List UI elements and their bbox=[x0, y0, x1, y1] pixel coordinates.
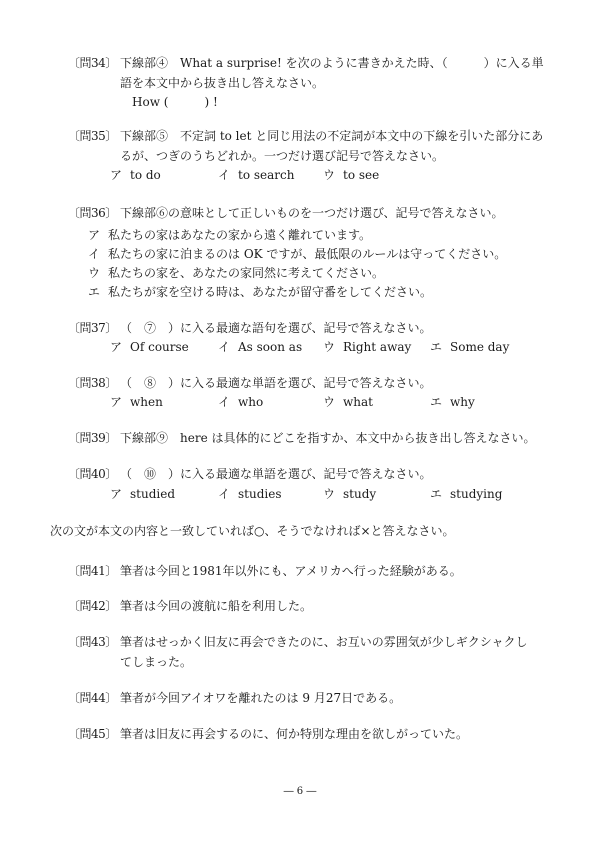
question-number: 〔問40〕 bbox=[68, 467, 117, 481]
option[interactable]: ウ study bbox=[323, 487, 377, 501]
option[interactable]: ア to do bbox=[110, 168, 161, 182]
option[interactable]: エ studying bbox=[430, 487, 503, 501]
option[interactable]: エ 私たちが家を空ける時は、あなたが留守番をしてください。 bbox=[88, 285, 433, 299]
question-text: （ ⑧ ）に入る最適な単語を選び、記号で答えなさい。 bbox=[120, 376, 432, 390]
question-text: 筆者は今回の渡航に船を利用した。 bbox=[120, 599, 313, 613]
rewrite-template: How ( ) ! bbox=[132, 95, 218, 109]
option[interactable]: ウ 私たちの家を、あなたの家同然に考えてください。 bbox=[88, 266, 385, 280]
option[interactable]: イ to search bbox=[218, 168, 295, 182]
option[interactable]: イ As soon as bbox=[218, 340, 303, 354]
question-43 bbox=[68, 636, 558, 668]
question-number: 〔問35〕 bbox=[68, 129, 117, 143]
question-text-continued: てしまった。 bbox=[120, 655, 193, 669]
question-text-continued: 語を本文中から抜き出し答えなさい。 bbox=[120, 76, 325, 90]
option[interactable]: ウ to see bbox=[323, 168, 380, 182]
question-text: 下線部④ What a surprise! を次のように書きかえた時、（ ）に入る単 bbox=[120, 56, 544, 70]
option[interactable]: ア when bbox=[110, 395, 163, 409]
question-number: 〔問34〕 bbox=[68, 56, 117, 70]
question-text: （ ⑩ ）に入る最適な単語を選び、記号で答えなさい。 bbox=[120, 467, 432, 481]
options-37 bbox=[0, 341, 600, 355]
options-38 bbox=[0, 396, 600, 410]
question-35 bbox=[68, 130, 558, 162]
question-39 bbox=[68, 432, 558, 444]
page-number: ― 6 ― bbox=[283, 786, 317, 797]
option[interactable]: イ who bbox=[218, 395, 264, 409]
question-41 bbox=[68, 565, 558, 577]
question-text: 筆者が今回アイオワを離れたのは 9 月27日である。 bbox=[120, 691, 402, 705]
option[interactable]: ウ what bbox=[323, 395, 373, 409]
question-42 bbox=[68, 600, 558, 612]
question-number: 〔問36〕 bbox=[68, 206, 117, 220]
option[interactable]: エ Some day bbox=[430, 340, 510, 354]
option[interactable]: イ studies bbox=[218, 487, 282, 501]
question-number: 〔問37〕 bbox=[68, 321, 117, 335]
question-text: （ ⑦ ）に入る最適な語句を選び、記号で答えなさい。 bbox=[120, 321, 432, 335]
options-40 bbox=[0, 488, 600, 502]
question-text: 筆者はせっかく旧友に再会できたのに、お互いの雰囲気が少しギクシャクし bbox=[120, 635, 528, 649]
option[interactable]: ウ Right away bbox=[323, 340, 412, 354]
question-text-continued: るが、つぎのうちどれか。一つだけ選び記号で答えなさい。 bbox=[120, 149, 445, 163]
option[interactable]: ア 私たちの家はあなたの家から遠く離れています。 bbox=[88, 228, 372, 242]
question-37 bbox=[68, 322, 558, 334]
question-40 bbox=[68, 468, 558, 480]
question-text: 下線部⑤ 不定詞 to let と同じ用法の不定詞が本文中の下線を引いた部分にあ bbox=[120, 129, 544, 143]
options-35 bbox=[0, 169, 600, 183]
question-number: 〔問41〕 bbox=[68, 564, 117, 578]
question-number: 〔問39〕 bbox=[68, 431, 117, 445]
question-text: 筆者は旧友に再会するのに、何か特別な理由を欲しがっていた。 bbox=[120, 727, 469, 741]
question-number: 〔問43〕 bbox=[68, 635, 117, 649]
question-44 bbox=[68, 692, 558, 704]
option[interactable]: イ 私たちの家に泊まるのは OK ですが、最低限のルールは守ってください。 bbox=[88, 247, 507, 261]
question-number: 〔問38〕 bbox=[68, 376, 117, 390]
option[interactable]: ア studied bbox=[110, 487, 176, 501]
option[interactable]: エ why bbox=[430, 395, 475, 409]
question-text: 筆者は今回と1981年以外にも、アメリカへ行った経験がある。 bbox=[120, 564, 462, 578]
question-text: 下線部⑥の意味として正しいものを一つだけ選び、記号で答えなさい。 bbox=[120, 206, 504, 220]
question-number: 〔問45〕 bbox=[68, 727, 117, 741]
question-34 bbox=[68, 57, 558, 89]
question-45 bbox=[68, 728, 558, 740]
section-instruction: 次の文が本文の内容と一致していれば○、そうでなければ×と答えなさい。 bbox=[50, 524, 455, 538]
question-text: 下線部⑨ here は具体的にどこを指すか、本文中から抜き出し答えなさい。 bbox=[120, 431, 536, 445]
question-number: 〔問42〕 bbox=[68, 599, 117, 613]
question-38 bbox=[68, 377, 558, 389]
question-number: 〔問44〕 bbox=[68, 691, 117, 705]
option[interactable]: ア Of course bbox=[110, 340, 189, 354]
question-36 bbox=[68, 207, 558, 219]
